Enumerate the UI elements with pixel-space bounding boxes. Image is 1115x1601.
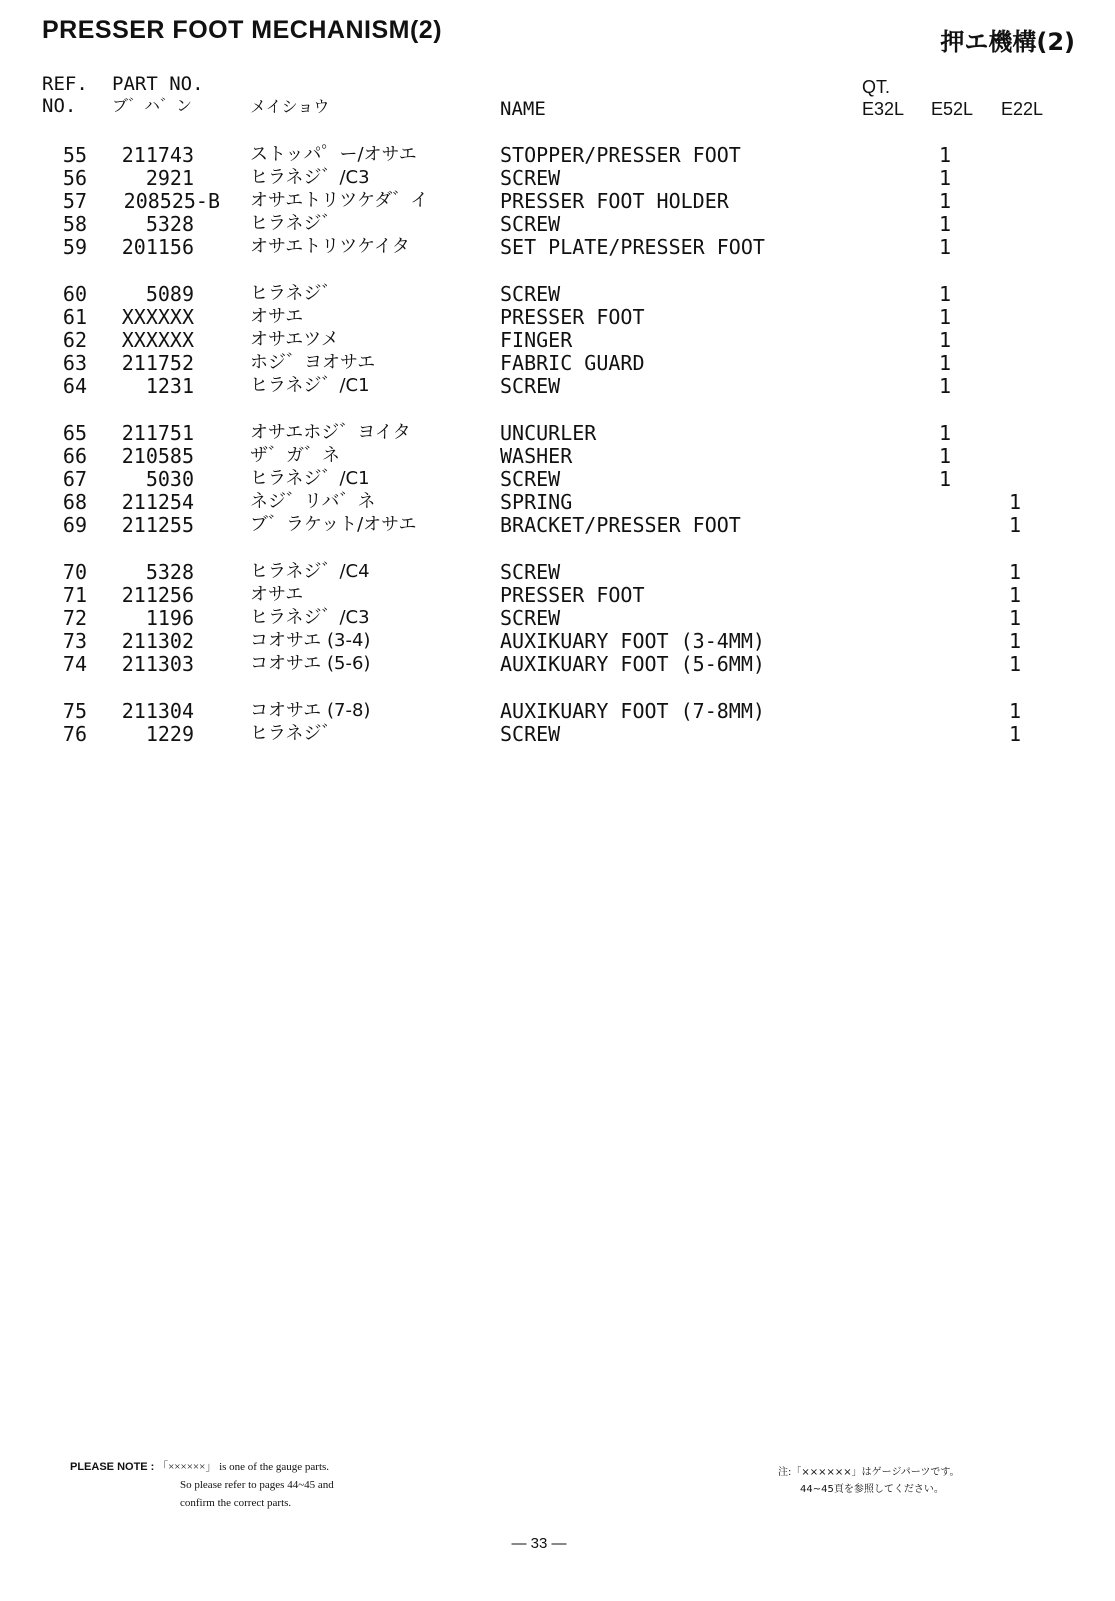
kana-name: オサエトリツケダ゛イ: [250, 190, 429, 211]
note-line-3: confirm the correct parts.: [180, 1497, 292, 1509]
part-name: SCREW: [500, 374, 561, 398]
ref-number: 68: [62, 490, 87, 514]
kana-name: ヒラネジ゛: [250, 723, 340, 744]
header-no: NO.: [42, 95, 77, 117]
table-row: [0, 282, 1115, 306]
qty-e52l: 1: [938, 421, 952, 445]
table-row: [0, 212, 1115, 236]
ref-number: 67: [62, 467, 87, 491]
table-row: [0, 189, 1115, 213]
qty-e52l: 1: [938, 444, 952, 468]
ref-number: 63: [62, 351, 87, 375]
qty-e52l: 1: [938, 166, 952, 190]
ref-number: 73: [62, 629, 87, 653]
qty-e52l: 1: [938, 467, 952, 491]
ref-number: 75: [62, 699, 87, 723]
ref-number: 64: [62, 374, 87, 398]
kana-name: ヒラネジ゛/C3: [250, 607, 370, 628]
part-name: PRESSER FOOT: [500, 583, 645, 607]
part-number: 211303: [121, 652, 194, 676]
kana-name: ザ゛ガ゛ネ: [250, 445, 340, 466]
part-number: 211256: [121, 583, 194, 607]
ref-number: 61: [62, 305, 87, 329]
header-qt: QT.: [862, 77, 891, 97]
kana-name: オサエホジ゛ヨイタ: [250, 422, 411, 443]
part-number: 210585: [121, 444, 194, 468]
part-number: 211751: [121, 421, 194, 445]
table-row: [0, 722, 1115, 746]
qty-e22l: 1: [1008, 560, 1022, 584]
kana-name: コオサエ (5-6): [250, 653, 371, 674]
ref-number: 69: [62, 513, 87, 537]
qty-e22l: 1: [1008, 513, 1022, 537]
header-kana-name: メイショウ: [250, 97, 330, 116]
page-title: PRESSER FOOT MECHANISM(2): [42, 16, 443, 44]
note-line-1: 「××××××」 is one of the gauge parts.: [157, 1461, 330, 1473]
table-row: [0, 166, 1115, 190]
qty-e22l: 1: [1008, 583, 1022, 607]
ref-number: 58: [62, 212, 87, 236]
part-name: SCREW: [500, 166, 561, 190]
part-name: FABRIC GUARD: [500, 351, 645, 375]
ref-number: 74: [62, 652, 87, 676]
part-name: FINGER: [500, 328, 573, 352]
ref-number: 65: [62, 421, 87, 445]
table-row: [0, 652, 1115, 676]
qty-e52l: 1: [938, 282, 952, 306]
part-number: 201156: [121, 235, 194, 259]
part-number: 5328: [145, 212, 194, 236]
kana-name: ブ゛ラケット/オサエ: [250, 514, 417, 535]
part-number: 5030: [145, 467, 194, 491]
table-row: [0, 629, 1115, 653]
note-english: [70, 1458, 334, 1512]
qty-e22l: 1: [1008, 722, 1022, 746]
qty-e22l: 1: [1008, 652, 1022, 676]
part-name: STOPPER/PRESSER FOOT: [500, 143, 741, 167]
kana-name: ヒラネジ゛/C1: [250, 375, 370, 396]
ref-number: 57: [62, 189, 87, 213]
part-name: SCREW: [500, 282, 561, 306]
kana-name: ヒラネジ゛/C4: [250, 561, 370, 582]
kana-name: ヒラネジ゛/C1: [250, 468, 370, 489]
table-row: [0, 467, 1115, 491]
table-row: [0, 328, 1115, 352]
note-jp-line-1: 注:「××××××」はゲージパーツです。: [778, 1467, 960, 1478]
part-name: SCREW: [500, 560, 561, 584]
part-name: AUXIKUARY FOOT (3-4MM): [500, 629, 765, 653]
part-name: WASHER: [500, 444, 573, 468]
kana-name: ヒラネジ゛/C3: [250, 167, 370, 188]
qty-e52l: 1: [938, 212, 952, 236]
qty-e22l: 1: [1008, 490, 1022, 514]
part-number: 1229: [145, 722, 194, 746]
ref-number: 59: [62, 235, 87, 259]
part-number: 208525-B: [123, 189, 220, 213]
qty-e22l: 1: [1008, 606, 1022, 630]
part-number: XXXXXX: [121, 305, 194, 329]
part-name: AUXIKUARY FOOT (7-8MM): [500, 699, 765, 723]
table-row: [0, 351, 1115, 375]
part-name: SCREW: [500, 606, 561, 630]
table-row: [0, 490, 1115, 514]
part-number: 2921: [145, 166, 194, 190]
part-number: 211752: [121, 351, 194, 375]
table-row: [0, 143, 1115, 167]
kana-name: オサエツメ: [250, 329, 339, 350]
ref-number: 66: [62, 444, 87, 468]
qty-e52l: 1: [938, 235, 952, 259]
kana-name: ヒラネジ゛: [250, 213, 340, 234]
part-number: 211304: [121, 699, 194, 723]
ref-number: 72: [62, 606, 87, 630]
part-name: PRESSER FOOT: [500, 305, 645, 329]
ref-number: 56: [62, 166, 87, 190]
part-number: XXXXXX: [121, 328, 194, 352]
part-number: 1231: [145, 374, 194, 398]
part-number: 211255: [121, 513, 194, 537]
kana-name: オサエ: [250, 584, 304, 605]
part-name: UNCURLER: [500, 421, 597, 445]
header-e52l: E52L: [931, 99, 974, 119]
kana-name: オサエトリツケイタ: [250, 236, 410, 257]
ref-number: 70: [62, 560, 87, 584]
qty-e52l: 1: [938, 189, 952, 213]
header-e32l: E32L: [862, 99, 905, 119]
ref-number: 62: [62, 328, 87, 352]
note-label: PLEASE NOTE :: [70, 1461, 155, 1473]
qty-e52l: 1: [938, 374, 952, 398]
part-number: 5328: [145, 560, 194, 584]
qty-e52l: 1: [938, 328, 952, 352]
table-row: [0, 583, 1115, 607]
header-name: NAME: [500, 98, 546, 120]
header-part-kana: ブ゛ハ゛ン: [112, 96, 193, 115]
table-row: [0, 421, 1115, 445]
kana-name: ネジ゛リバ゛ネ: [250, 491, 376, 512]
ref-number: 76: [62, 722, 87, 746]
part-name: PRESSER FOOT HOLDER: [500, 189, 729, 213]
part-number: 5089: [145, 282, 194, 306]
part-name: AUXIKUARY FOOT (5-6MM): [500, 652, 765, 676]
table-row: [0, 235, 1115, 259]
header-ref: REF.: [42, 73, 88, 95]
kana-name: ホジ゛ヨオサエ: [250, 352, 376, 373]
table-row: [0, 560, 1115, 584]
kana-name: オサエ: [250, 306, 304, 327]
part-name: BRACKET/PRESSER FOOT: [500, 513, 741, 537]
part-name: SET PLATE/PRESSER FOOT: [500, 235, 765, 259]
part-name: SPRING: [500, 490, 573, 514]
table-row: [0, 699, 1115, 723]
kana-name: コオサエ (3-4): [250, 630, 371, 651]
qty-e52l: 1: [938, 351, 952, 375]
ref-number: 60: [62, 282, 87, 306]
table-row: [0, 606, 1115, 630]
kana-name: ストッパ゜ー/オサエ: [250, 144, 417, 165]
part-name: SCREW: [500, 212, 561, 236]
part-number: 1196: [145, 606, 194, 630]
part-number: 211302: [121, 629, 194, 653]
part-number: 211743: [121, 143, 194, 167]
page-number: — 33 —: [511, 1535, 567, 1552]
note-line-2: So please refer to pages 44~45 and: [180, 1479, 334, 1491]
part-name: SCREW: [500, 722, 561, 746]
part-number: 211254: [121, 490, 194, 514]
table-row: [0, 513, 1115, 537]
part-name: SCREW: [500, 467, 561, 491]
note-japanese: [778, 1464, 960, 1498]
note-jp-line-2: 44~45頁を参照してください。: [800, 1484, 944, 1495]
ref-number: 55: [62, 143, 87, 167]
header-part-no: PART NO.: [112, 73, 204, 95]
table-row: [0, 305, 1115, 329]
qty-e52l: 1: [938, 305, 952, 329]
page-title-japanese: 押エ機構(2): [940, 28, 1075, 56]
kana-name: コオサエ (7-8): [250, 700, 371, 721]
table-row: [0, 374, 1115, 398]
qty-e22l: 1: [1008, 699, 1022, 723]
ref-number: 71: [62, 583, 87, 607]
kana-name: ヒラネジ゛: [250, 283, 340, 304]
table-row: [0, 444, 1115, 468]
qty-e22l: 1: [1008, 629, 1022, 653]
qty-e52l: 1: [938, 143, 952, 167]
header-e22l: E22L: [1001, 99, 1044, 119]
